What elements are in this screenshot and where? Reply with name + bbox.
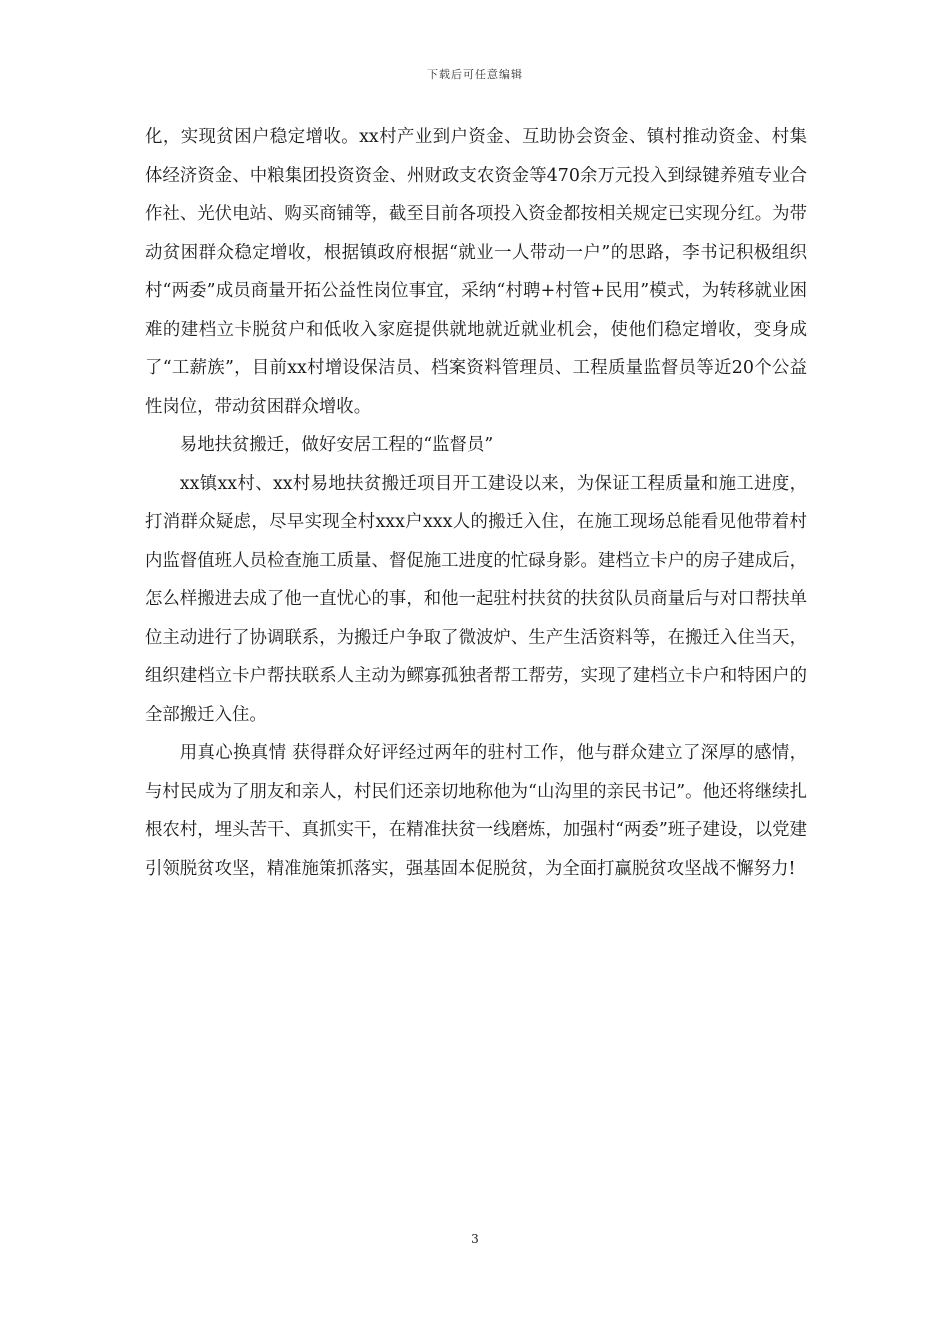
section-heading: 易地扶贫搬迁，做好安居工程的“监督员” (179, 435, 494, 455)
paragraph-continuation: 化，实现贫困户稳定增收。xx村产业到户资金、互助协会资金、镇村推动资金、村集体经济资金、中粮集团投资资金、州财政支农资金等470余万元投入到绿键养殖专业合作社、光伏电站、购买商铺等，截至目前各项投入资金都按相关规定已实现分红。为带动贫困群众稳定增收，根据镇政府根据“就业一人带动一户”的思路，李书记积极组织村“两委”成员商量开拓公益性岗位事宜，采纳“村聘+村管+民用”模式，为转移就业困难的建档立卡脱贫户和低收入家庭提供就地就近就业机会，使他们稳定增收，变身成了“工薪族”，目前xx村增设保洁员、档案资料管理员、工程质量监督员等近20个公益性岗位，带动贫困群众增收。 (145, 127, 807, 417)
page-header: 下载后可任意编辑 (427, 68, 523, 81)
paragraph-relocation: xx镇xx村、xx村易地扶贫搬迁项目开工建设以来，为保证工程质量和施工进度，打消群众疑虑，尽早实现全村xxx户xxx人的搬迁入住，在施工现场总能看见他带着村内监督值班人员检查施工质量、督促施工进度的忙碌身影。建档立卡户的房子建成后，怎么样搬进去成了他一直忧心的事，和他一起驻村扶贫的扶贫队员商量后与对口帮扶单位主动进行了协调联系，为搬迁户争取了微波炉、生产生活资料等，在搬迁入住当天，组织建档立卡户帮扶联系人主动为鳏寡孤独者帮工帮劳，实现了建档立卡户和特困户的全部搬迁入住。 (145, 473, 807, 725)
page-number: 3 (471, 1232, 479, 1246)
document-body (145, 118, 807, 888)
paragraph-conclusion: 用真心换真情 获得群众好评经过两年的驻村工作，他与群众建立了深厚的感情，与村民成为了朋友和亲人，村民们还亲切地称他为“山沟里的亲民书记”。他还将继续扎根农村，埋头苦干、真抓实干，在精准扶贫一线磨炼，加强村“两委”班子建设，以党建引领脱贫攻坚，精准施策抓落实，强基固本促脱贫，为全面打赢脱贫攻坚战不懈努力! (145, 743, 807, 879)
